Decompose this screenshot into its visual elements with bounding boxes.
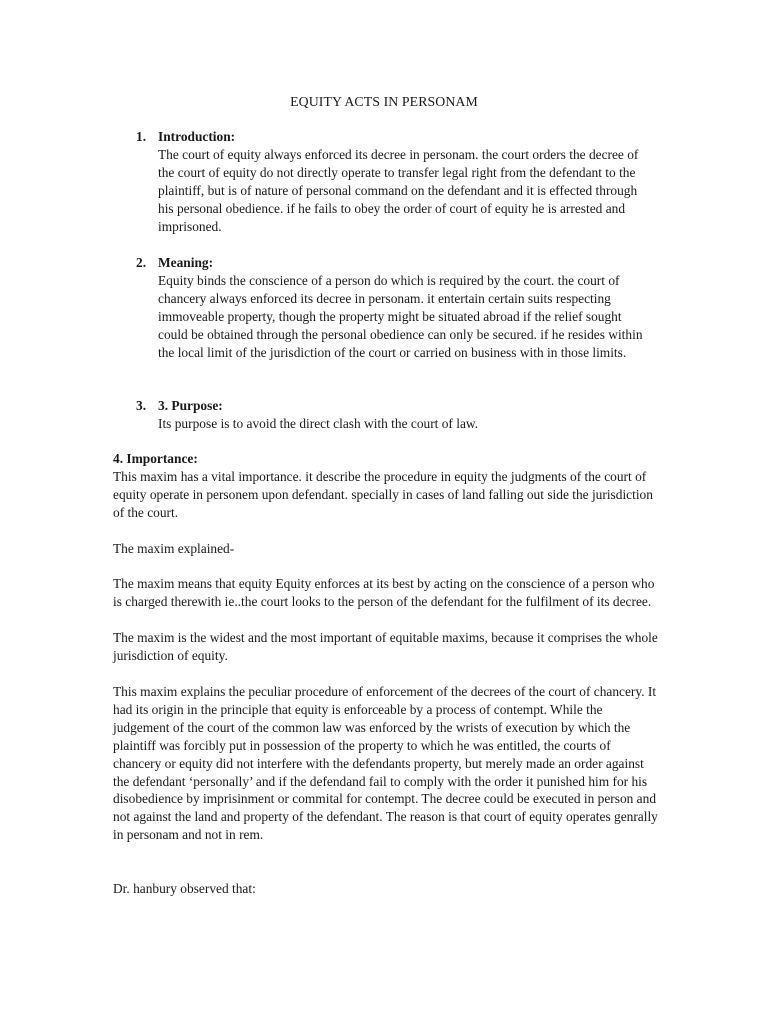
document-title: EQUITY ACTS IN PERSONAM bbox=[290, 94, 478, 109]
importance-body: This maxim has a vital importance. it describe the procedure in equity the judgments of the court of equity operate in personem upon defendant. specially in cases of land falling out side the jurisdiction of the court. bbox=[113, 468, 653, 520]
section-heading bbox=[136, 128, 652, 146]
section-number: 1. bbox=[136, 129, 147, 144]
section-body: Its purpose is to avoid the direct clash with the court of law. bbox=[158, 416, 479, 431]
section-heading-text: Introduction: bbox=[158, 129, 236, 144]
importance-block bbox=[113, 450, 658, 522]
paragraph-peculiar: This maxim explains the peculiar procedure of enforcement of the decrees of the court of chancery. It had its origin in the principle that equity is enforceable by a process of contempt. While the judgement of the court of the common law was enforced by the wrists of execution by which the plaintiff was forcibly put in possession of the property to which he was entitled, the courts of chancery or equity did not interfere with the defendants property, but merely made an order against the defendant ‘personally’ and if the defendand fail to comply with the order it punished him for his disobedience by imprisinment or commital for contempt. The decree could be executed in person and not against the land and property of the defendant. The reason is that court of equity operates genrally in personam and not in rem. bbox=[113, 684, 658, 843]
paragraph-widest: The maxim is the widest and the most important of equitable maxims, because it comprises the whole jurisdiction of equity. bbox=[113, 630, 658, 663]
section-heading bbox=[136, 397, 652, 415]
paragraph-maxim-explained: The maxim explained- bbox=[113, 541, 235, 556]
section-heading bbox=[136, 254, 652, 272]
section-number: 3. bbox=[136, 398, 147, 413]
section-body: Equity binds the conscience of a person do which is required by the court. the court of chancery always enforced its decree in personam. it entertain certain suits respecting immoveable property, though the property might be situated abroad if the relief sought could be obtained through the personal obedience can only be secured. if he resides within the local limit of the jurisdiction of the court or carried on business with in those limits. bbox=[158, 273, 643, 360]
section-heading-text: 3. Purpose: bbox=[158, 398, 223, 413]
section-purpose bbox=[136, 397, 652, 433]
paragraph-maxim-means: The maxim means that equity Equity enforces at its best by acting on the conscience of a person who is charged therewith ie..the court looks to the person of the defendant for the fulfilment of its decree. bbox=[113, 576, 655, 609]
section-heading-text: Meaning: bbox=[158, 255, 214, 270]
paragraph-hanbury: Dr. hanbury observed that: bbox=[113, 881, 256, 896]
section-meaning bbox=[136, 254, 652, 362]
section-introduction bbox=[136, 128, 652, 236]
importance-heading: 4. Importance: bbox=[113, 451, 198, 466]
section-body: The court of equity always enforced its decree in personam. the court orders the decree of the court of equity do not directly operate to transfer legal right from the defendant to the plaintiff, but is of nature of personal command on the defendant and it is effected through his personal obedience. if he fails to obey the order of court of equity he is arrested and imprisoned. bbox=[158, 147, 639, 234]
section-number: 2. bbox=[136, 255, 147, 270]
